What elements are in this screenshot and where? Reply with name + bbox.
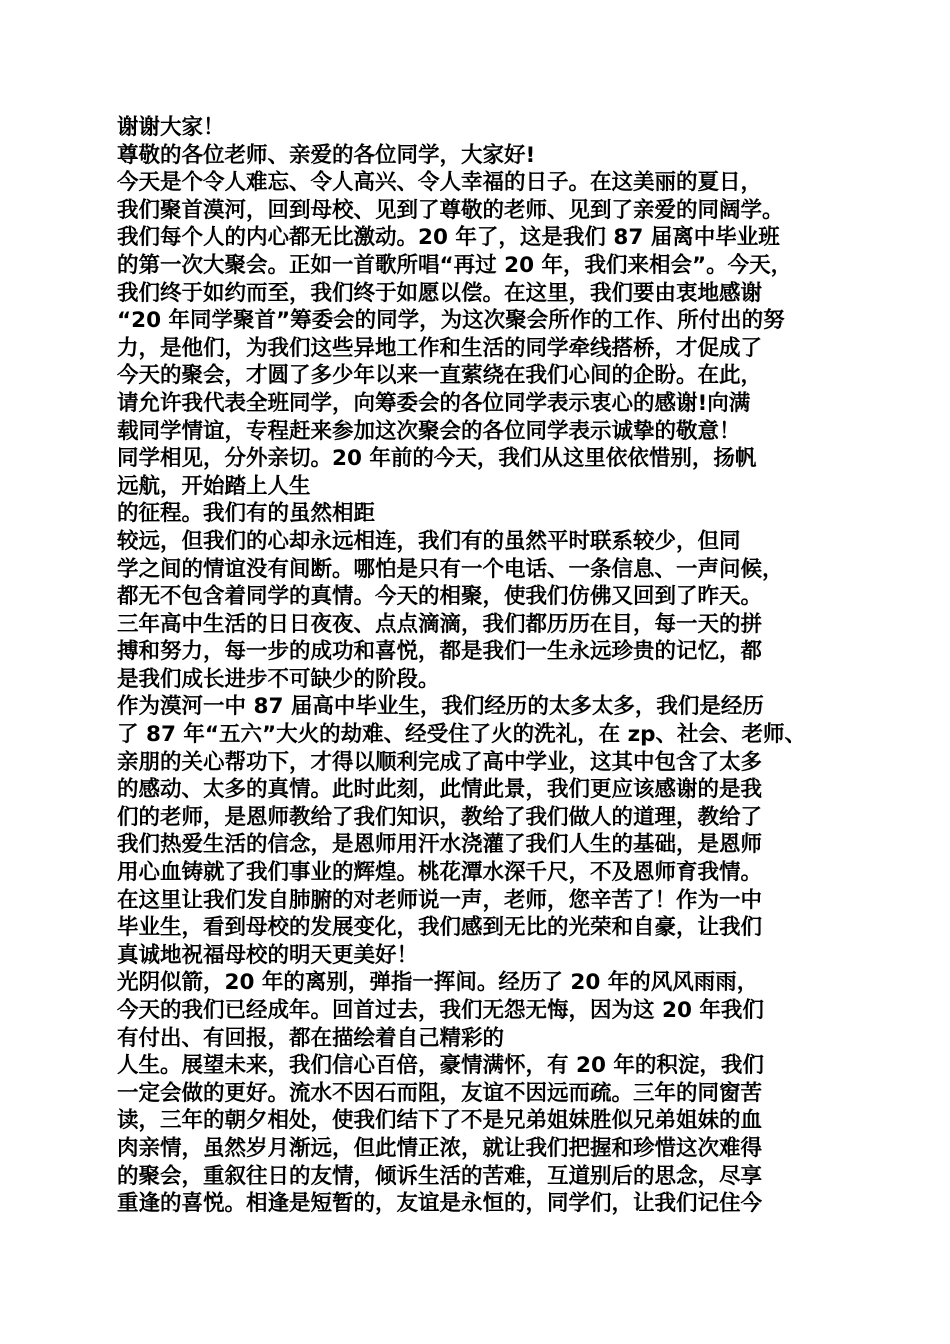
text-line: 真诚地祝福母校的明天更美好！ — [117, 942, 419, 968]
text-line: 毕业生，看到母校的发展变化，我们感到无比的光荣和自豪，让我们 — [117, 915, 763, 941]
text-line: 我们每个人的内心都无比激动。20 年了，这是我们 87 届离中毕业班 — [117, 225, 780, 251]
text-line: 力，是他们，为我们这些异地工作和生活的同学牵线搭桥，才促成了 — [117, 335, 763, 361]
text-line: 谢谢大家！ — [117, 115, 225, 140]
text-line: 是我们成长进步不可缺少的阶段。 — [117, 666, 440, 692]
text-line: 同学相见，分外亲切。20 年前的今天，我们从这里依依惜别，扬帆 — [117, 446, 757, 472]
text-line: 了 87 年“五六”大火的劫难、经受住了火的洗礼，在 zp、社会、老师、 — [117, 722, 807, 748]
text-line: 一定会做的更好。流水不因石而阻，友谊不因远而疏。三年的同窗苦 — [117, 1080, 763, 1106]
text-line: 的感动、太多的真情。此时此刻，此情此景，我们更应该感谢的是我 — [117, 777, 763, 803]
text-line: 搏和努力，每一步的成功和喜悦，都是我们一生永远珍贵的记忆，都 — [117, 639, 763, 665]
text-line: 较远，但我们的心却永远相连，我们有的虽然平时联系较少，但同 — [117, 528, 741, 554]
text-line: 都无不包含着同学的真情。今天的相聚，使我们仿佛又回到了昨天。 — [117, 584, 763, 610]
text-line: 在这里让我们发自肺腑的对老师说一声，老师，您辛苦了！作为一中 — [117, 887, 763, 913]
text-line: 今天的聚会，才圆了多少年以来一直萦绕在我们心间的企盼。在此， — [117, 363, 763, 389]
text-line: 们的老师，是恩师教给了我们知识，教给了我们做人的道理，教给了 — [117, 804, 763, 830]
text-line: 学之间的情谊没有间断。哪怕是只有一个电话、一条信息、一声问候， — [117, 556, 784, 582]
text-line: 重逢的喜悦。相逢是短暂的，友谊是永恒的，同学们，让我们记住今 — [117, 1191, 763, 1217]
text-line: 的征程。我们有的虽然相距 — [117, 501, 376, 527]
text-line: 我们终于如约而至，我们终于如愿以偿。在这里，我们要由衷地感谢 — [117, 280, 763, 306]
text-line: 光阴似箭，20 年的离别，弹指一挥间。经历了 20 年的风风雨雨， — [117, 970, 759, 996]
text-line: 人生。展望未来，我们信心百倍，豪情满怀，有 20 年的积淀，我们 — [117, 1053, 764, 1079]
text-line: 肉亲情，虽然岁月渐远，但此情正浓，就让我们把握和珍惜这次难得 — [117, 1135, 763, 1161]
text-line: “20 年同学聚首”筹委会的同学，为这次聚会所作的工作、所付出的努 — [117, 308, 785, 334]
text-line: 用心血铸就了我们事业的辉煌。桃花潭水深千尺，不及恩师育我情。 — [117, 860, 763, 886]
text-line: 我们热爱生活的信念，是恩师用汗水浇灌了我们人生的基础，是恩师 — [117, 832, 763, 858]
text-line: 三年高中生活的日日夜夜、点点滴滴，我们都历历在目，每一天的拼 — [117, 611, 763, 637]
text-line: 尊敬的各位老师、亲爱的各位同学，大家好! — [117, 142, 536, 168]
speech-text — [117, 114, 847, 1218]
text-line: 请允许我代表全班同学，向筹委会的各位同学表示衷心的感谢!向满 — [117, 390, 751, 416]
text-line: 有付出、有回报，都在描绘着自己精彩的 — [117, 1025, 505, 1051]
text-line: 亲朋的关心帮功下，才得以顺利完成了高中学业，这其中包含了太多 — [117, 749, 763, 775]
text-line: 今天是个令人难忘、令人高兴、令人幸福的日子。在这美丽的夏日， — [117, 170, 763, 196]
text-line: 读，三年的朝夕相处，使我们结下了不是兄弟姐妹胜似兄弟姐妹的血 — [117, 1108, 763, 1134]
text-line: 的聚会，重叙往日的友情，倾诉生活的苦难，互道别后的思念，尽享 — [117, 1163, 763, 1189]
text-line: 我们聚首漠河，回到母校、见到了尊敬的老师、见到了亲爱的同阔学。 — [117, 197, 784, 223]
text-line: 的第一次大聚会。正如一首歌所唱“再过 20 年，我们来相会”。今天， — [117, 252, 793, 278]
text-line: 载同学情谊，专程赶来参加这次聚会的各位同学表示诚挚的敬意！ — [117, 418, 741, 444]
text-line: 作为漠河一中 87 届高中毕业生，我们经历的太多太多，我们是经历 — [117, 694, 764, 720]
text-line: 今天的我们已经成年。回首过去，我们无怨无悔，因为这 20 年我们 — [117, 998, 764, 1023]
text-line: 远航，开始踏上人生 — [117, 473, 311, 499]
